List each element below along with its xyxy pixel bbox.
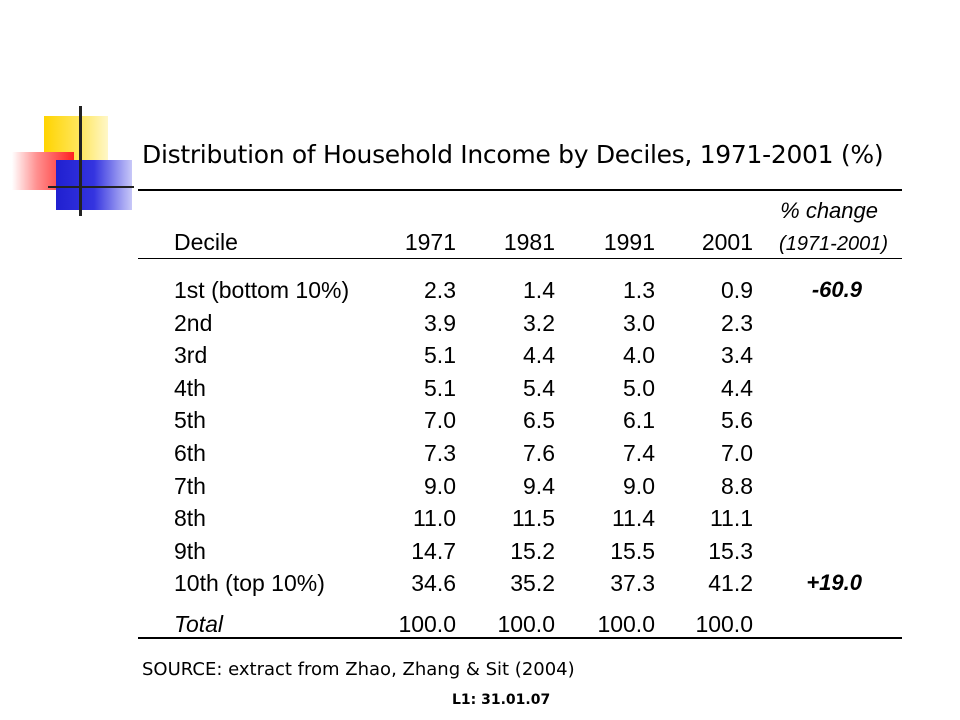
row-value-1971: 11.0 [412,505,456,532]
row-value-1991: 11.4 [611,505,655,532]
total-value-2001: 100.0 [695,611,753,637]
slide-logo-decoration [0,0,140,230]
row-label: 7th [174,472,206,499]
header-year-1971: 1971 [404,229,456,255]
header-year-1991: 1991 [603,229,655,255]
header-change-label: % change [780,198,878,223]
row-value-2001: 0.9 [721,277,753,303]
source-note: SOURCE: extract from Zhao, Zhang & Sit (2004) [142,659,575,680]
row-value-1971: 14.7 [411,537,456,564]
row-value-1981: 7.6 [523,440,555,466]
row-value-2001: 3.4 [721,342,753,369]
row-percent-change: -60.9 [811,277,862,302]
row-value-1971: 34.6 [411,570,456,597]
row-label: 5th [174,407,206,434]
row-value-2001: 8.8 [721,472,753,499]
table-top-rule [138,189,902,191]
header-decile: Decile [174,229,238,255]
row-label: 2nd [174,309,213,336]
blue-square [56,160,132,210]
row-value-1991: 7.4 [623,440,655,466]
row-value-2001: 7.0 [721,440,753,466]
row-value-1971: 7.0 [424,407,456,434]
row-value-1981: 4.4 [523,342,555,369]
row-value-1991: 1.3 [623,277,655,303]
row-value-1991: 5.0 [623,374,655,401]
row-label: 9th [174,537,206,564]
row-value-2001: 15.3 [708,537,753,564]
row-value-1991: 4.0 [623,342,655,369]
row-label: 8th [174,505,206,532]
row-value-2001: 5.6 [721,407,753,434]
row-value-2001: 41.2 [708,570,753,597]
row-label: 4th [174,374,206,401]
row-value-1981: 15.2 [510,537,555,564]
row-value-1981: 35.2 [510,570,555,597]
logo-horizontal-line [48,186,134,188]
header-year-1981: 1981 [503,229,555,255]
row-value-1991: 9.0 [623,472,655,499]
header-change-period: (1971-2001) [779,233,888,255]
row-value-1971: 5.1 [424,342,456,369]
row-percent-change: +19.0 [806,570,862,596]
row-label: 1st (bottom 10%) [174,277,350,303]
row-value-1971: 7.3 [424,440,456,466]
total-value-1971: 100.0 [398,611,456,637]
row-label: 6th [174,440,206,466]
row-value-1981: 1.4 [523,277,555,303]
row-value-2001: 4.4 [721,374,753,401]
table-header-rule [138,258,902,259]
footer-slide-id: L1: 31.01.07 [452,692,551,708]
row-value-1991: 37.3 [610,570,655,597]
row-value-1981: 5.4 [523,374,555,401]
row-value-2001: 11.1 [709,505,753,532]
row-value-1971: 2.3 [424,277,456,303]
row-value-1991: 3.0 [623,309,655,336]
row-value-1981: 9.4 [523,472,555,499]
row-value-2001: 2.3 [721,309,753,336]
row-value-1991: 15.5 [610,537,655,564]
row-value-1981: 6.5 [523,407,555,434]
row-label: 3rd [174,342,208,369]
row-label: 10th (top 10%) [174,570,325,597]
row-value-1971: 9.0 [424,472,456,499]
total-value-1991: 100.0 [597,611,655,637]
total-label: Total [174,611,224,637]
row-value-1991: 6.1 [623,407,655,434]
row-value-1971: 3.9 [424,309,456,336]
row-value-1971: 5.1 [424,374,456,401]
slide-title: Distribution of Household Income by Deciles, 1971-2001 (%) [142,140,884,169]
row-value-1981: 3.2 [523,309,555,336]
row-value-1981: 11.5 [511,505,555,532]
logo-vertical-line [79,106,82,216]
header-year-2001: 2001 [701,229,753,255]
total-value-1981: 100.0 [497,611,555,637]
